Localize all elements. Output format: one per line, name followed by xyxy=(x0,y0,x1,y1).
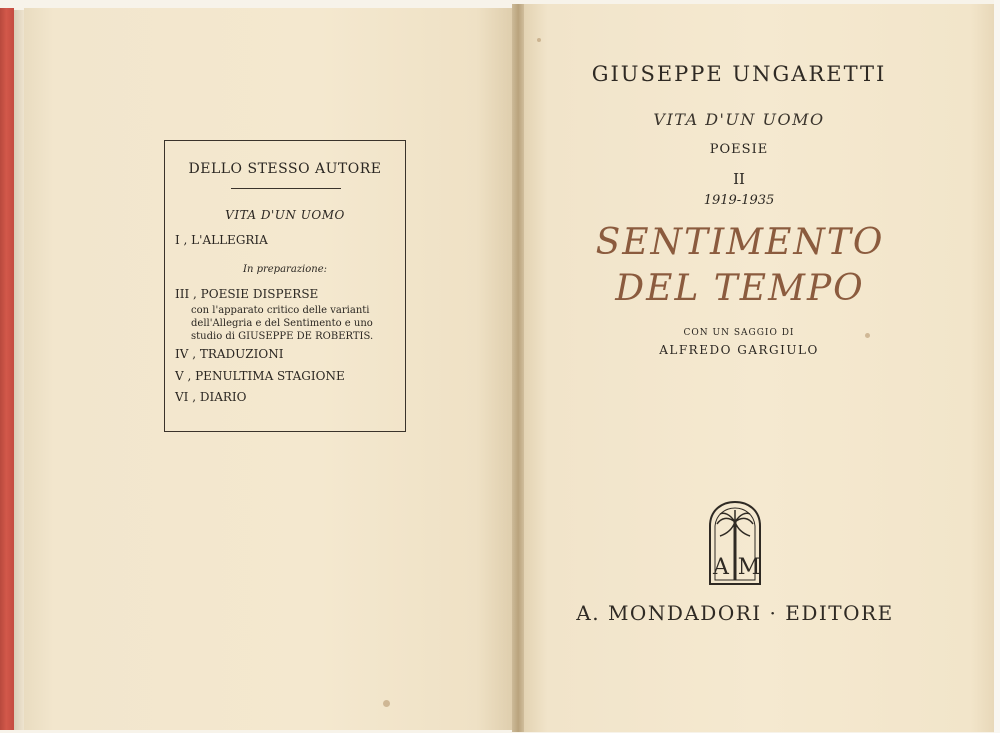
work-entry-diario: VI , DIARIO xyxy=(175,390,247,404)
book-cover-edge xyxy=(0,8,14,730)
publisher-logo xyxy=(706,500,764,588)
series-title: VITA D'UN UOMO xyxy=(225,208,345,222)
year-range: 1919-1935 xyxy=(703,193,775,208)
essayist-name: ALFREDO GARGIULO xyxy=(659,343,819,357)
logo-letter-a: A xyxy=(713,555,729,580)
work-entry-penultima-stagione: V , PENULTIMA STAGIONE xyxy=(175,369,345,383)
genre-label: POESIE xyxy=(709,142,769,157)
publisher-name: A. MONDADORI · EDITORE xyxy=(576,601,894,625)
box-title: DELLO STESSO AUTORE xyxy=(188,161,382,177)
in-preparation-label: In preparazione: xyxy=(243,264,327,275)
volume-number: II xyxy=(733,170,745,188)
series-title: VITA D'UN UOMO xyxy=(653,110,825,129)
author-name: GIUSEPPE UNGARETTI xyxy=(591,62,887,86)
scan-margin xyxy=(994,0,1000,733)
book-title-line-2: DEL TEMPO xyxy=(615,268,865,309)
note-line: studio di GIUSEPPE DE ROBERTIS. xyxy=(191,331,374,342)
book-title-line-1: SENTIMENTO xyxy=(595,222,885,263)
note-line: dell'Allegria e del Sentimento e uno xyxy=(191,318,373,329)
note-line: con l'apparato critico delle varianti xyxy=(191,305,370,316)
work-entry-traduzioni: IV , TRADUZIONI xyxy=(175,347,284,361)
foxing-spot xyxy=(537,38,541,42)
essay-by-label: CON UN SAGGIO DI xyxy=(683,328,795,338)
logo-letter-m: M xyxy=(737,555,761,580)
work-entry-poesie-disperse: III , POESIE DISPERSE xyxy=(175,287,319,301)
foxing-spot xyxy=(865,333,870,338)
foxing-spot xyxy=(383,700,390,707)
same-author-box xyxy=(164,140,406,432)
work-entry-allegria: I , L'ALLEGRIA xyxy=(175,233,268,247)
page-stack-edge xyxy=(14,10,24,730)
box-divider xyxy=(231,188,341,189)
